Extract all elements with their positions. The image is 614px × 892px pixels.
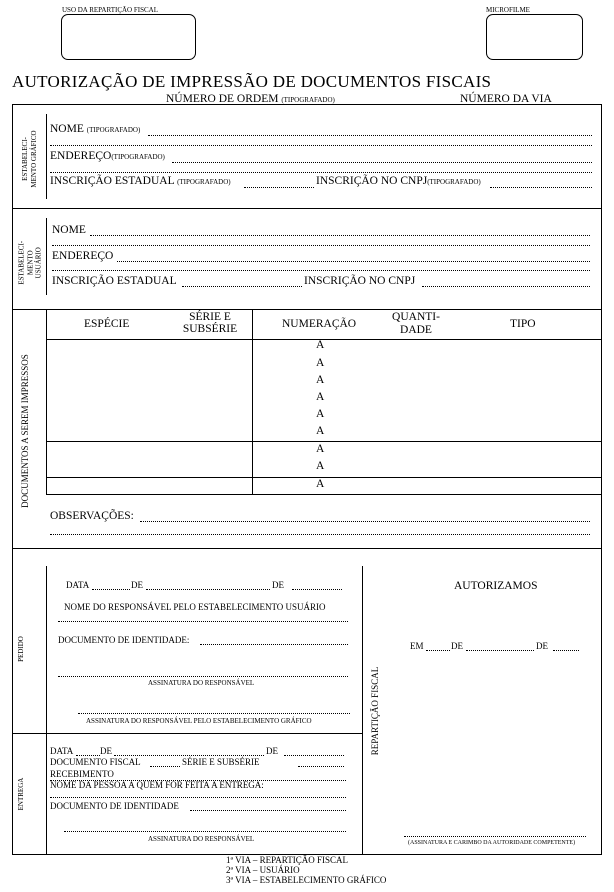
frame-right (601, 104, 602, 854)
grafico-nome-field-2[interactable] (50, 145, 592, 146)
grafico-inscricao-estadual-field[interactable] (244, 187, 314, 188)
observacoes-label: OBSERVAÇÕES: (50, 510, 134, 522)
grafico-side-label: ESTABELECI- MENTO GRÁFICO (21, 130, 38, 188)
pedido-assinatura-label: ASSINATURA DO RESPONSÁVEL (148, 679, 255, 687)
pedido-assinatura-field[interactable] (58, 676, 348, 677)
numeracao-a-mark: A (316, 408, 325, 420)
pedido-mes-field[interactable] (146, 589, 270, 590)
numeracao-a-mark: A (316, 460, 325, 472)
usuario-inscricao-estadual-label: INSCRIÇÃO ESTADUAL (52, 275, 177, 287)
entrega-mes-field[interactable] (114, 755, 264, 756)
grafico-endereco-field[interactable] (172, 162, 592, 163)
usuario-endereco-field[interactable] (117, 261, 590, 262)
via-2: 2ª VIA – USUÁRIO (226, 865, 300, 875)
pedido-side-label: PEDIDO (17, 636, 25, 662)
entrega-ano-field[interactable] (284, 755, 344, 756)
usuario-cnpj-field[interactable] (422, 286, 590, 287)
pedido-de2-label: DE (272, 580, 284, 590)
col-tipo: TIPO (510, 318, 536, 330)
microfilme-box[interactable] (486, 14, 583, 60)
reparticao-dia-field[interactable] (426, 650, 450, 651)
section-divider-3 (12, 548, 602, 549)
reparticao-de1-label: DE (451, 641, 463, 651)
entrega-documento-fiscal-field[interactable] (150, 766, 180, 767)
vias-list (226, 855, 386, 885)
numeracao-a-mark: A (316, 443, 325, 455)
entrega-documento-identidade-label: DOCUMENTO DE IDENTIDADE (50, 801, 179, 811)
uso-reparticao-box[interactable] (61, 14, 196, 60)
via-3: 3ª VIA – ESTABELECIMENTO GRÁFICO (226, 875, 387, 885)
usuario-nome-label: NOME (52, 224, 86, 236)
documentos-row-divider-3 (46, 494, 602, 495)
usuario-inscricao-estadual-field[interactable] (182, 286, 302, 287)
pedido-documento-identidade-label: DOCUMENTO DE IDENTIDADE: (58, 635, 190, 645)
reparticao-assinatura-field[interactable] (404, 836, 586, 837)
entrega-serie-subserie-field[interactable] (298, 766, 344, 767)
grafico-nome-label: NOME (TIPOGRAFADO) (50, 123, 141, 135)
entrega-serie-subserie-label: SÉRIE E SUBSÉRIE (182, 757, 260, 767)
documentos-divider-left (46, 309, 47, 495)
grafico-cnpj-field[interactable] (490, 187, 592, 188)
entrega-de1-label: DE (100, 746, 112, 756)
usuario-cnpj-label: INSCRIÇÃO NO CNPJ (304, 275, 416, 287)
pedido-nome-responsavel-label: NOME DO RESPONSÁVEL PELO ESTABELECIMENTO USUÁRIO (64, 602, 326, 612)
pedido-divider-left (46, 566, 47, 854)
grafico-endereco-field-2[interactable] (50, 172, 592, 173)
col-numeracao: NUMERAÇÃO (282, 318, 357, 330)
numeracao-a-mark: A (316, 339, 325, 351)
pedido-documento-identidade-field[interactable] (200, 644, 348, 645)
entrega-data-label: DATA (50, 746, 74, 756)
reparticao-divider (362, 566, 363, 854)
numeracao-a-mark: A (316, 478, 325, 490)
form-title: AUTORIZAÇÃO DE IMPRESSÃO DE DOCUMENTOS FISCAIS (12, 72, 492, 91)
section-divider-1 (12, 208, 602, 209)
usuario-nome-field-2[interactable] (52, 245, 590, 246)
numero-ordem-label: NÚMERO DE ORDEM (TIPOGRAFADO) (166, 93, 335, 105)
pedido-data-field[interactable] (92, 589, 130, 590)
observacoes-field[interactable] (140, 521, 590, 522)
reparticao-assinatura-label: (ASSINATURA E CARIMBO DA AUTORIDADE COMPETENTE) (408, 840, 576, 846)
autorizamos-label: AUTORIZAMOS (454, 580, 538, 592)
entrega-dia-field[interactable] (76, 755, 100, 756)
pedido-assinatura-grafico-label: ASSINATURA DO RESPONSÁVEL PELO ESTABELECIMENTO GRÁFICO (86, 717, 312, 725)
numero-via-label: NÚMERO DA VIA (460, 93, 552, 105)
reparticao-ano-field[interactable] (553, 650, 579, 651)
numeracao-a-mark: A (316, 425, 325, 437)
numeracao-a-mark: A (316, 357, 325, 369)
col-divider-numeracao (252, 309, 253, 495)
entrega-assinatura-label: ASSINATURA DO RESPONSÁVEL (148, 835, 255, 843)
section-divider-2 (12, 309, 602, 310)
frame-top (12, 104, 602, 105)
grafico-divider (46, 114, 47, 199)
microfilme-label: MICROFILME (486, 6, 530, 14)
pedido-entrega-divider (12, 733, 362, 734)
usuario-endereco-field-2[interactable] (52, 270, 590, 271)
entrega-documento-identidade-field[interactable] (190, 810, 346, 811)
pedido-assinatura-grafico-field[interactable] (78, 713, 350, 714)
grafico-endereco-label: ENDEREÇO(TIPOGRAFADO) (50, 150, 165, 162)
usuario-nome-field[interactable] (90, 235, 590, 236)
numeracao-a-mark: A (316, 391, 325, 403)
entrega-side-label: ENTREGA (17, 777, 25, 811)
reparticao-de2-label: DE (536, 641, 548, 651)
entrega-recebimento-label: RECEBIMENTO (50, 769, 114, 779)
frame-left (12, 104, 13, 854)
uso-reparticao-label: USO DA REPARTIÇÃO FISCAL (62, 6, 158, 14)
documentos-side-label: DOCUMENTOS A SEREM IMPRESSOS (20, 354, 30, 508)
usuario-divider (46, 218, 47, 295)
pedido-ano-field[interactable] (292, 589, 342, 590)
entrega-documento-fiscal-label: DOCUMENTO FISCAL (50, 757, 141, 767)
pedido-nome-responsavel-field[interactable] (58, 621, 348, 622)
usuario-side-label: ESTABELECI- MENTO USUÁRIO (17, 240, 43, 285)
col-serie-subserie: SÉRIE E SUBSÉRIE (182, 311, 238, 335)
grafico-cnpj-label: INSCRIÇÃO NO CNPJ(TIPOGRAFADO) (316, 175, 481, 187)
entrega-nome-pessoa-field[interactable] (50, 797, 346, 798)
numeracao-a-mark: A (316, 374, 325, 386)
entrega-assinatura-field[interactable] (64, 831, 346, 832)
documentos-row-divider-1 (46, 441, 602, 442)
reparticao-mes-field[interactable] (466, 650, 534, 651)
entrega-nome-pessoa-label: NOME DA PESSOA A QUEM FOR FEITA A ENTREGA: (50, 780, 264, 790)
reparticao-side-label: REPARTIÇÃO FISCAL (370, 666, 380, 756)
pedido-data-label: DATA (66, 580, 90, 590)
col-especie: ESPÉCIE (84, 318, 130, 330)
entrega-de2-label: DE (266, 746, 278, 756)
usuario-endereco-label: ENDEREÇO (52, 250, 114, 262)
grafico-inscricao-estadual-label: INSCRIÇÃO ESTADUAL (TIPOGRAFADO) (50, 175, 231, 187)
reparticao-em-label: EM (410, 641, 424, 651)
grafico-nome-field[interactable] (148, 135, 592, 136)
col-quantidade: QUANTI- DADE (392, 311, 440, 336)
pedido-de1-label: DE (131, 580, 143, 590)
via-1: 1ª VIA – REPARTIÇÃO FISCAL (226, 855, 348, 865)
observacoes-field-2[interactable] (50, 534, 590, 535)
